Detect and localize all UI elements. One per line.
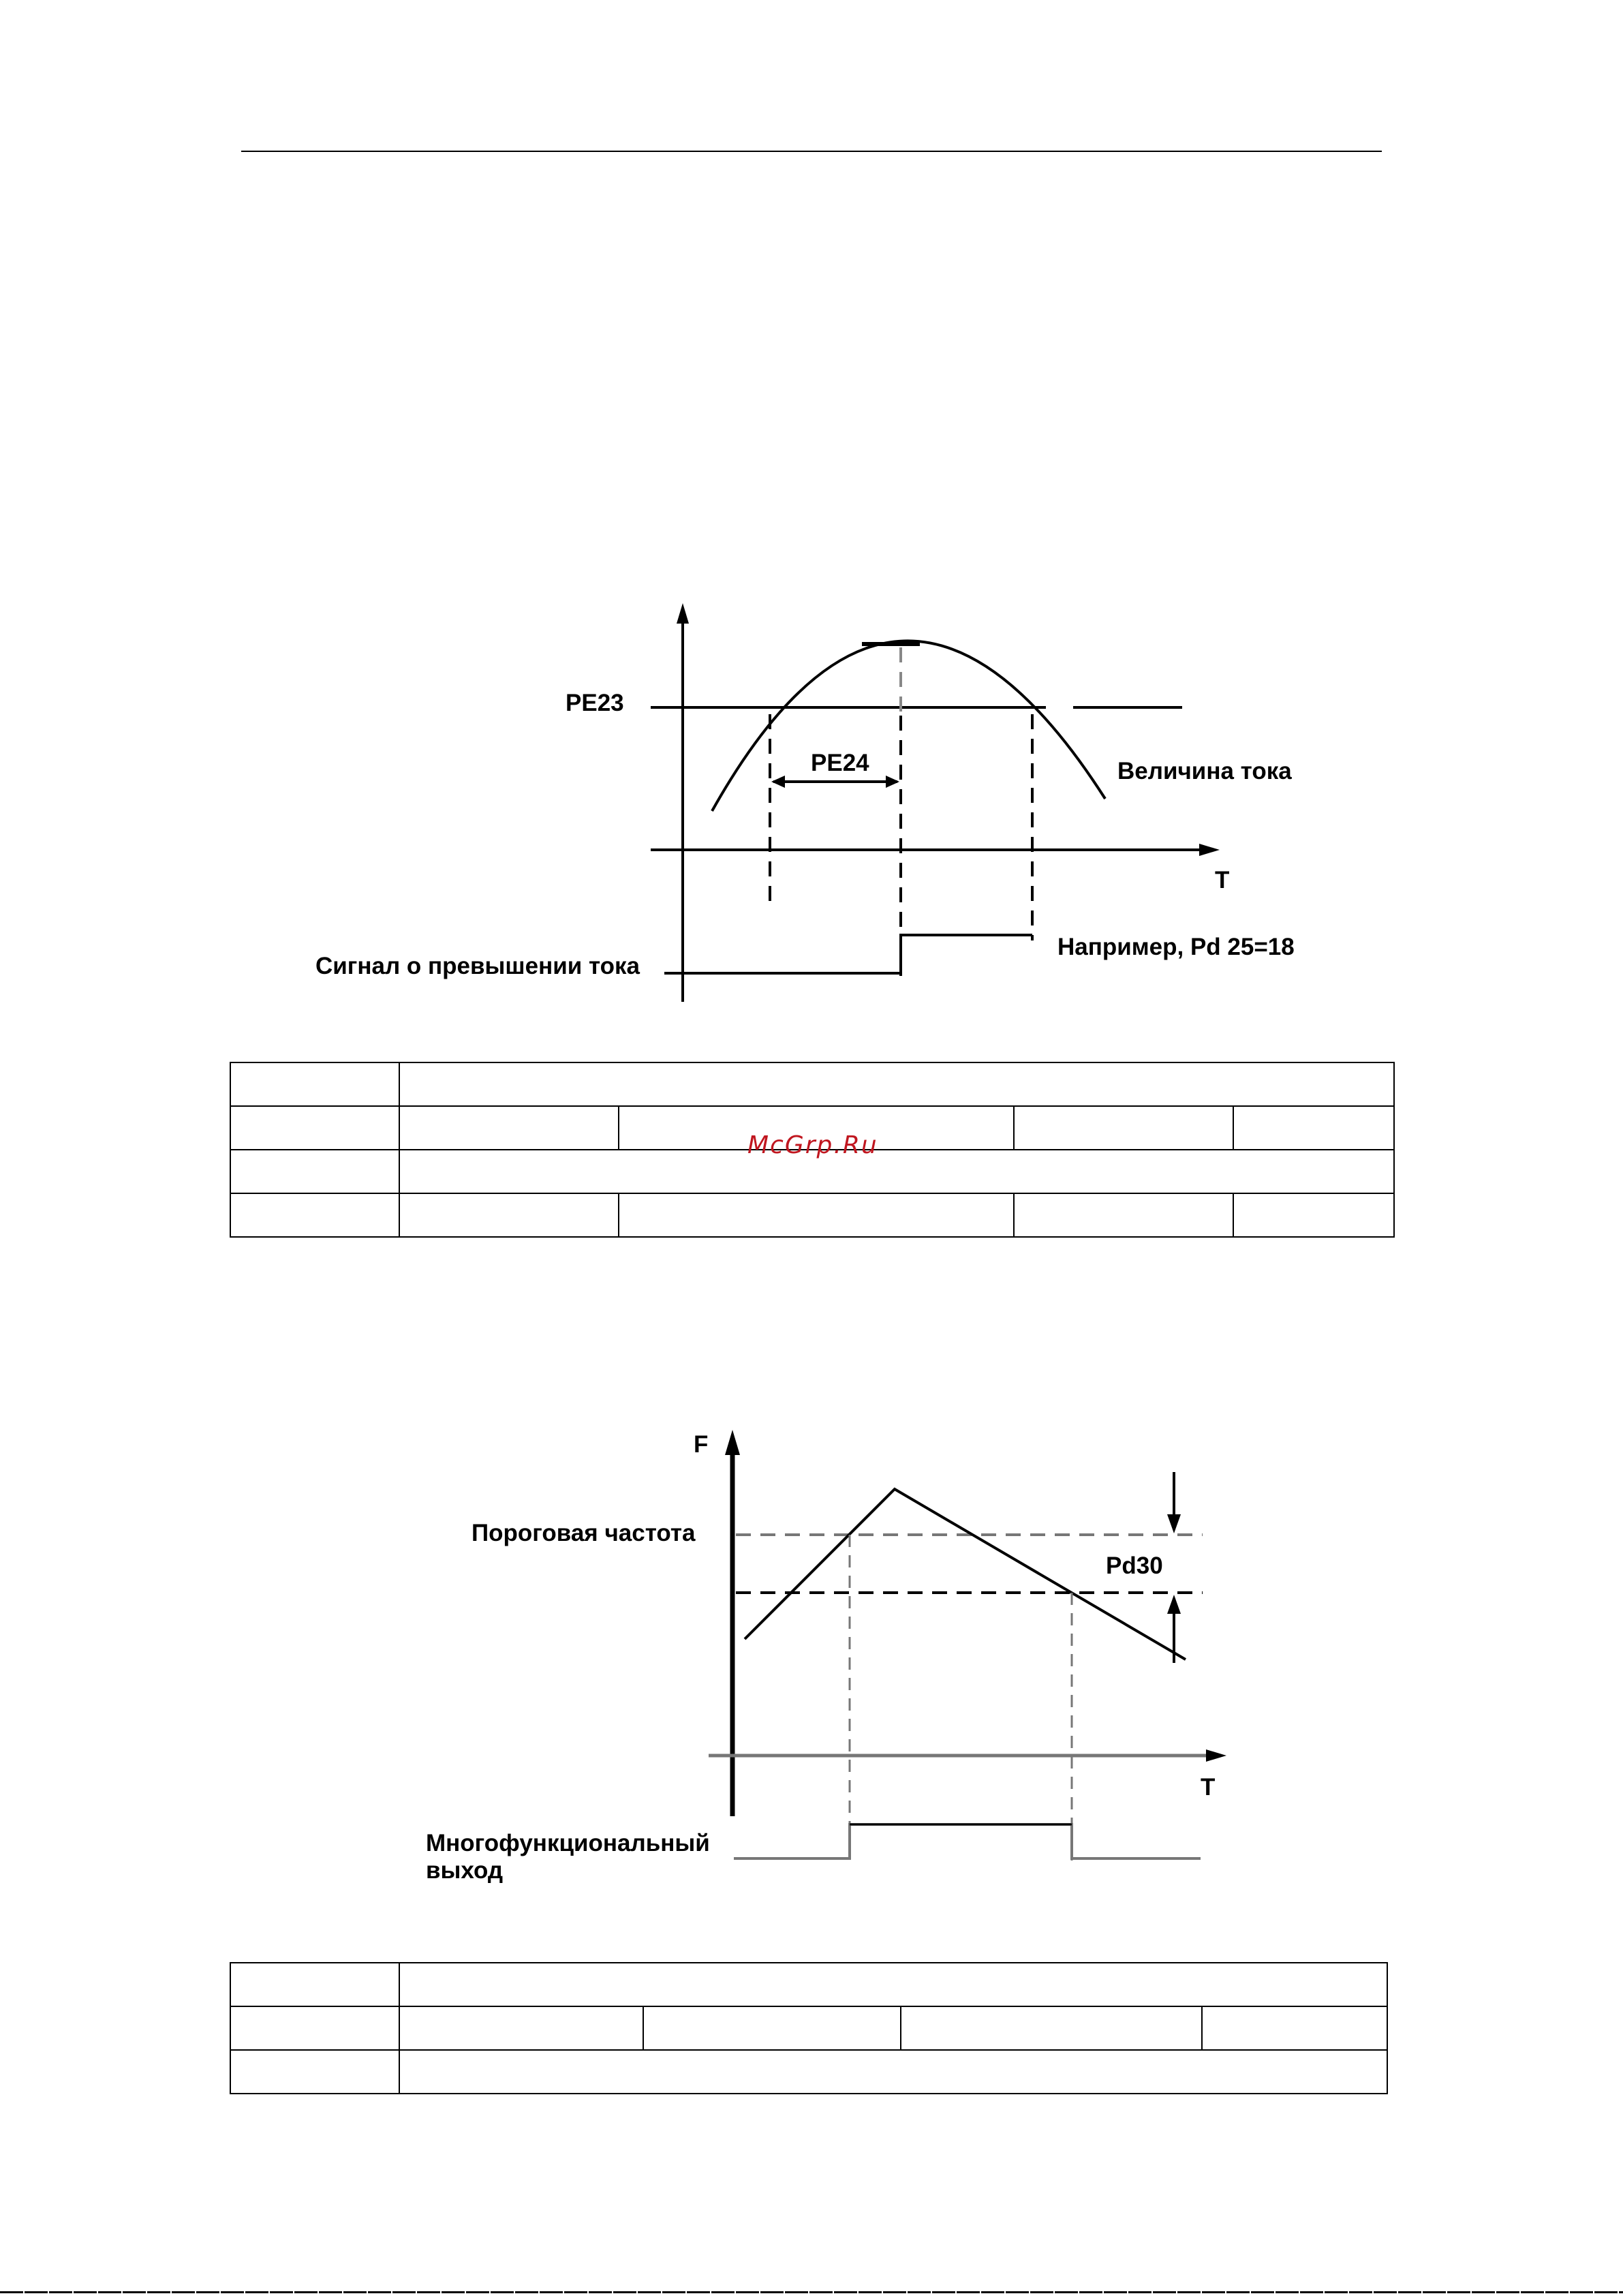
table-cell — [399, 2050, 1387, 2094]
table-cell — [1202, 2006, 1387, 2050]
table-row — [230, 1963, 1387, 2006]
table-cell — [230, 1963, 399, 2006]
frequency-x-axis-arrow — [1206, 1749, 1226, 1762]
frequency-y-axis-arrow — [725, 1430, 740, 1455]
pe23-label: PE23 — [566, 690, 624, 716]
table-cell — [230, 2050, 399, 2094]
watermark: McGrp.Ru — [747, 1131, 878, 1159]
parameter-table-2 — [230, 1962, 1388, 2094]
frequency-axis-label: F — [694, 1431, 709, 1458]
table-row — [230, 2006, 1387, 2050]
pe24-label: PE24 — [811, 750, 869, 776]
multifunction-output-signal — [734, 1824, 1201, 1858]
table-cell — [230, 2006, 399, 2050]
table-row — [230, 2050, 1387, 2094]
table-cell — [643, 2006, 901, 2050]
overcurrent-signal-label: Сигнал о превышении тока — [315, 953, 640, 979]
table-cell — [901, 2006, 1202, 2050]
multifunction-output-label: Многофункциональный выход — [426, 1830, 710, 1884]
current-curve-label: Величина тока — [1117, 758, 1292, 784]
pd30-label: Pd30 — [1106, 1552, 1163, 1579]
example-label: Например, Pd 25=18 — [1057, 934, 1295, 960]
table-cell — [399, 1963, 1387, 2006]
page-bottom-rule — [0, 2291, 1623, 2293]
table-cell — [399, 2006, 643, 2050]
threshold-frequency-label: Пороговая частота — [472, 1520, 696, 1546]
frequency-time-axis-label: T — [1201, 1774, 1216, 1801]
current-time-axis-label: T — [1215, 867, 1230, 893]
pd30-bottom-arrowhead — [1167, 1595, 1181, 1614]
pd30-top-arrowhead — [1167, 1514, 1181, 1533]
